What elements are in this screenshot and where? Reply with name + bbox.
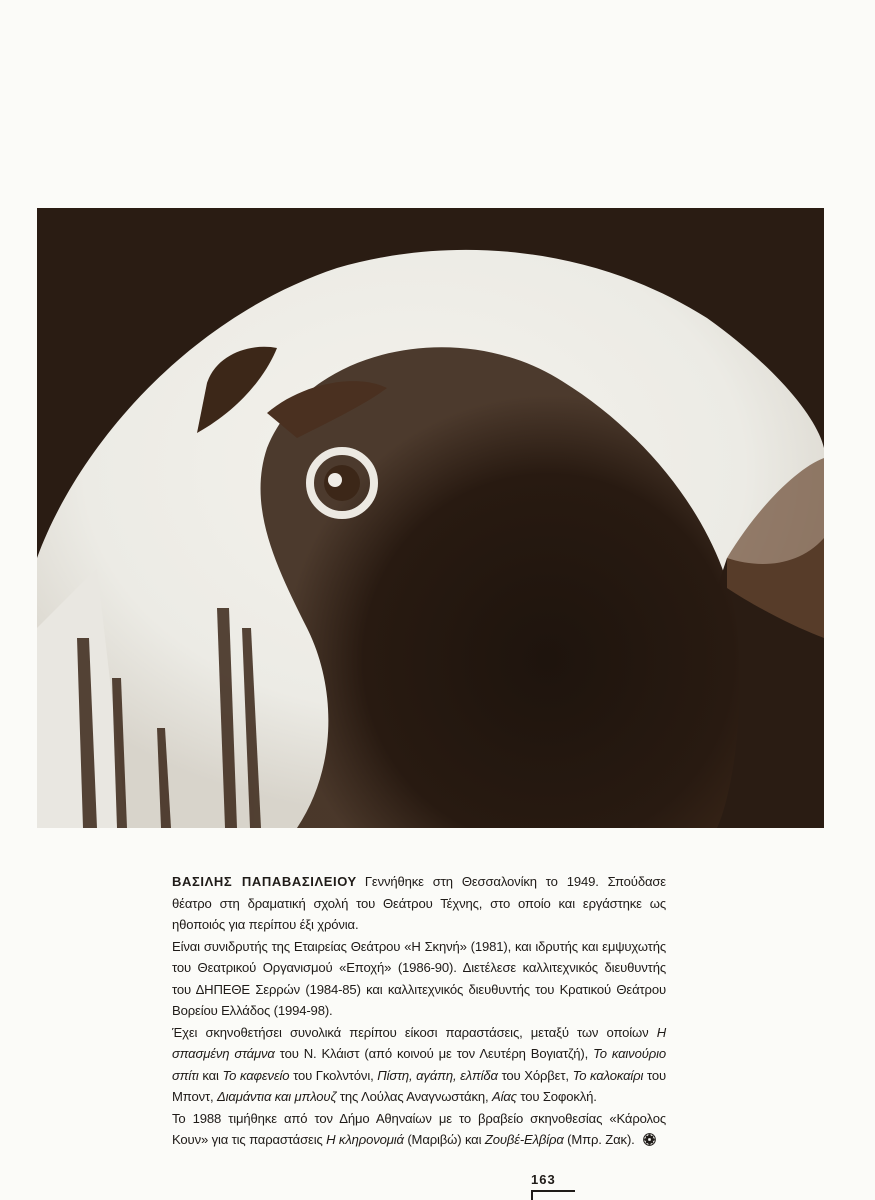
play-title: Το καινούριο σπίτι [172, 1046, 666, 1083]
portrait-photo [37, 208, 824, 828]
portrait-photo-icon [37, 208, 824, 828]
text-run: Το 1988 τιμήθηκε από τον Δήμο Αθηναίων με το βραβείο σκηνοθεσίας «Κάρολος Κουν» για τις παραστάσεις [172, 1110, 666, 1147]
biography-text [172, 871, 666, 1151]
play-title: Αίας [491, 1089, 517, 1104]
page-number: 163 [531, 1172, 556, 1187]
play-title: Πίστη, αγάπη, ελπίδα [377, 1067, 498, 1083]
text-run: και [198, 1067, 223, 1083]
page-number-rule-tick [531, 1190, 533, 1200]
text-run: του Μποντ, [172, 1067, 666, 1104]
text-run: του Ν. Κλάιστ (από κοινού με τον Λευτέρη Βογιατζή), [274, 1046, 594, 1061]
text-run: Έχει σκηνοθετήσει συνολικά περίπου είκοσι παραστάσεις, μεταξύ των οποίων [172, 1024, 657, 1040]
bio-paragraph-1 [172, 871, 666, 936]
page-number-rule [531, 1190, 575, 1192]
play-title: Το καφενείο [222, 1067, 290, 1083]
text-run: (Μαριβώ) και [403, 1132, 485, 1147]
bio-paragraph-3 [172, 1022, 666, 1108]
text-run: του Σοφοκλή. [516, 1089, 597, 1104]
bio-paragraph-1-text: Γεννήθηκε στη Θεσσαλονίκη το 1949. Σπούδασε θέατρο στη δραματική σχολή του Θεάτρου Τέχνης, στο οποίο και εργάστηκε ως ηθοποιός για περίπου έξι χρόνια. [172, 874, 666, 932]
text-run: του Χόρβετ, [497, 1067, 573, 1083]
person-name: ΒΑΣΙΛΗΣ ΠΑΠΑΒΑΣΙΛΕΙΟΥ [172, 874, 357, 889]
text-run: (Μπρ. Ζακ). [563, 1132, 635, 1147]
bio-paragraph-2: Είναι συνιδρυτής της Εταιρείας Θεάτρου «Η Σκηνή» (1981), και ιδρυτής και εμψυχωτής του Θεατρικού Οργανισμού «Εποχή» (1986-90). Διετέλεσε καλλιτεχνικός διευθυντής του ΔΗΠΕΘΕ Σερρών (1984-85) και καλλιτεχνικός διευθυντής του Κρατικού Θεάτρου Βορείου Ελλάδος (1994-98). [172, 938, 666, 1018]
play-title: Ζουβέ-Ελβίρα [484, 1132, 564, 1147]
text-run: της Λούλας Αναγνωστάκη, [336, 1089, 492, 1104]
play-title: Το καλοκαίρι [572, 1067, 644, 1083]
play-title: Η κληρονομιά [326, 1132, 404, 1147]
bio-paragraph-4 [172, 1108, 666, 1151]
flower-ornament-icon [643, 1133, 656, 1146]
text-run: του Γκολντόνι, [289, 1067, 378, 1083]
play-title: Η σπασμένη στάμνα [172, 1024, 666, 1061]
play-title: Διαμάντια και μπλουζ [216, 1089, 337, 1104]
